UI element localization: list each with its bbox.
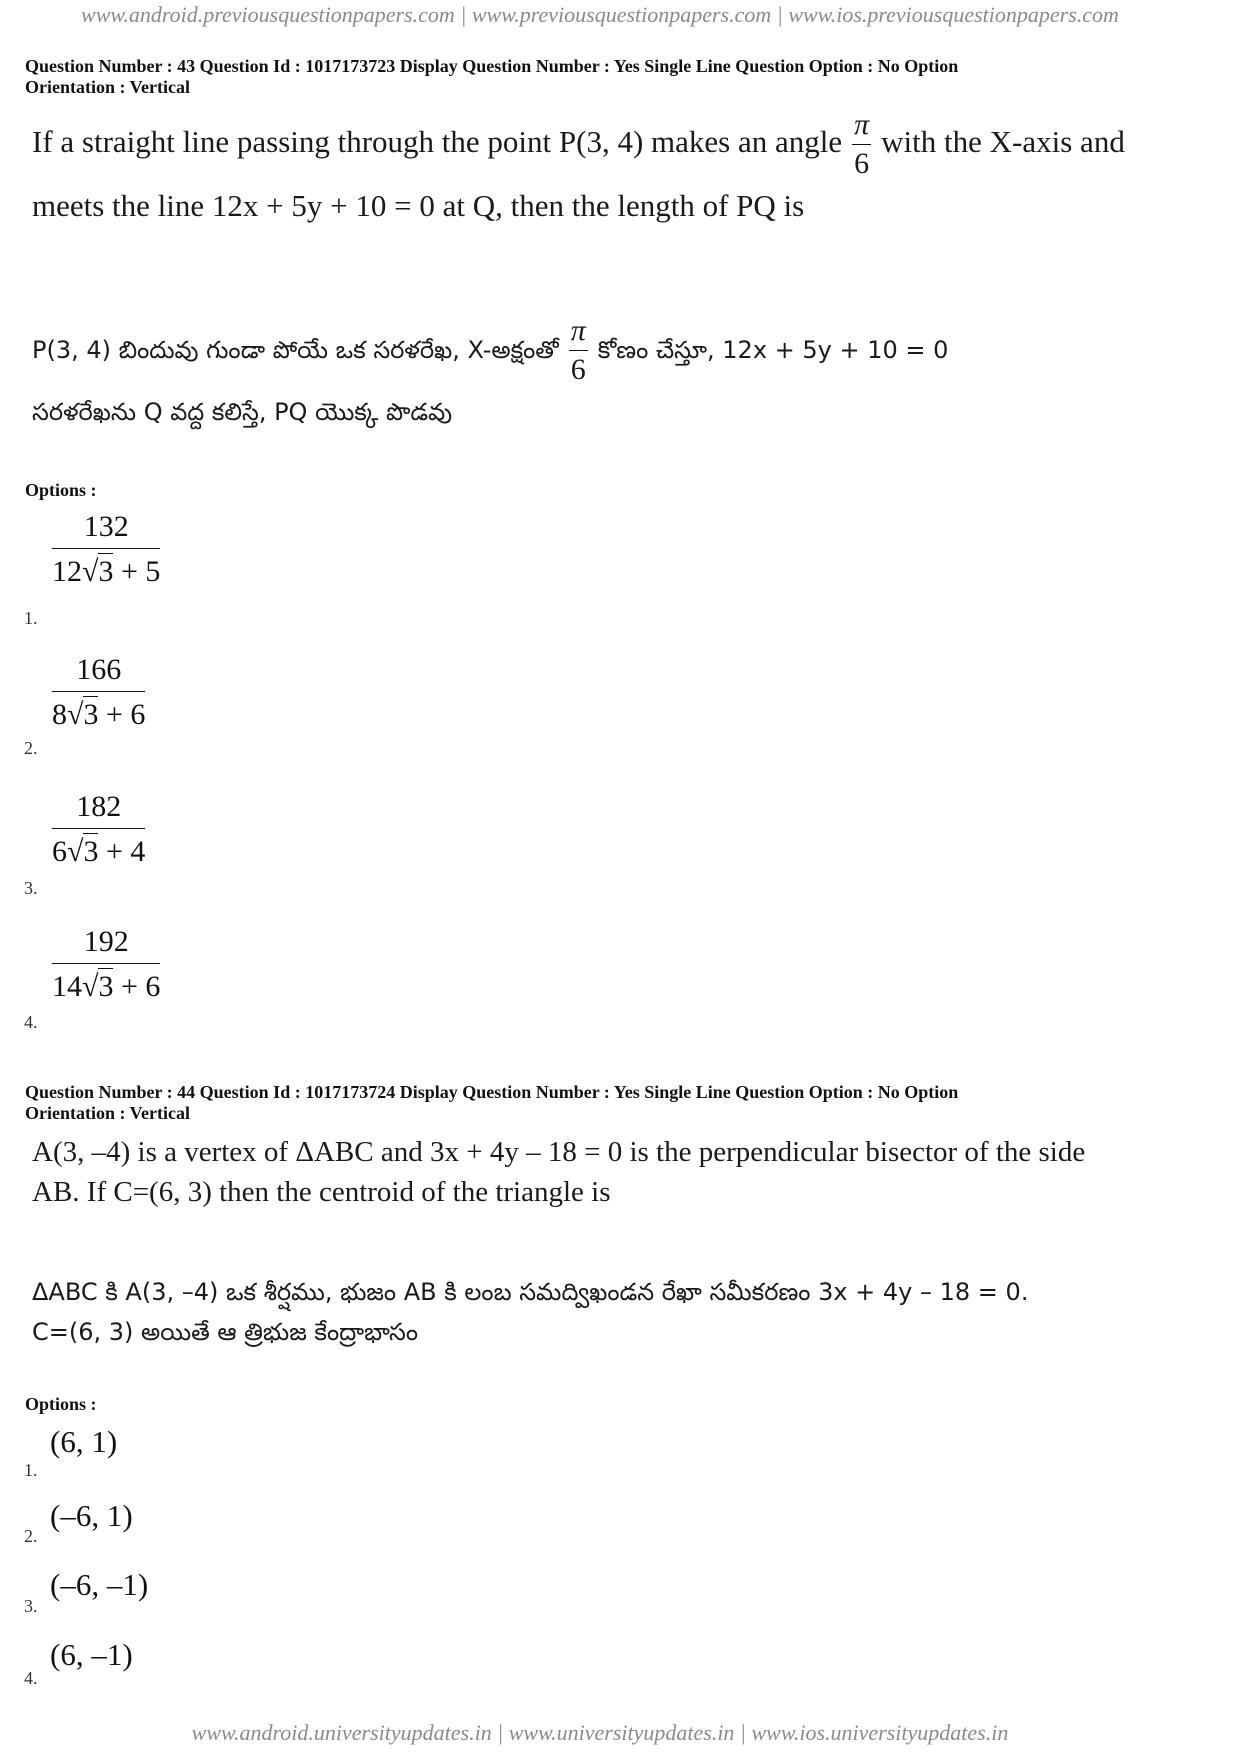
- q44-te-line1: ΔABC కి A(3, –4) ఒక శీర్షము, భుజం AB కి లంబ సమద్విఖండన రేఖా సమీకరణం 3x + 4y – 18 = 0.: [32, 1278, 1029, 1306]
- q43-angle-fraction: [852, 110, 871, 179]
- watermark-top: www.android.previousquestionpapers.com | www.previousquestionpapers.com | www.ios.previousquestionpapers.com: [81, 2, 1119, 27]
- q43-te-angle-num: π: [569, 316, 588, 351]
- q43-option-1-expression: [52, 512, 160, 587]
- q43-option-2-numerator: 166: [52, 655, 145, 692]
- q44-option-4-number: 4.: [24, 1668, 38, 1688]
- q44-options-label: Options :: [25, 1394, 97, 1414]
- q43-option-1-denominator: 12√3 + 5: [52, 555, 161, 588]
- q43-meta-line2: Orientation : Vertical: [25, 77, 190, 97]
- q43-option-3-denominator: 6√3 + 4: [52, 835, 146, 868]
- q43-option-4-expression: [52, 927, 160, 1002]
- q44-option-3-text: (–6, –1): [50, 1567, 149, 1602]
- q43-option-3-numerator: 182: [52, 792, 145, 829]
- q44-option-2-number: 2.: [24, 1526, 38, 1546]
- q43-meta-line1: Question Number : 43 Question Id : 1017173723 Display Question Number : Yes Single Line Question Option : No Option: [25, 56, 959, 76]
- q44-meta-line2: Orientation : Vertical: [25, 1103, 190, 1123]
- q44-question-telugu: [32, 1272, 1212, 1352]
- q44-option-1-number: 1.: [24, 1460, 38, 1480]
- q44-meta-line1: Question Number : 44 Question Id : 1017173724 Display Question Number : Yes Single Line Question Option : No Option: [25, 1082, 959, 1102]
- q43-option-4-denominator: 14√3 + 6: [52, 970, 161, 1003]
- q43-te-line2: సరళరేఖను Q వద్ద కలిస్తే, PQ యొక్క పొడవు: [32, 398, 453, 426]
- watermark-bottom: www.android.universityupdates.in | www.universityupdates.in | www.ios.universityupdates.in: [191, 1720, 1009, 1745]
- q43-en-part1: If a straight line passing through the point P(3, 4) makes an angle: [32, 124, 843, 159]
- q43-en-line2: meets the line 12x + 5y + 10 = 0 at Q, then the length of PQ is: [32, 188, 805, 223]
- q44-meta: [25, 1082, 1215, 1124]
- q43-option-3-expression: [52, 792, 145, 867]
- q44-option-1-text: (6, 1): [50, 1424, 118, 1459]
- q43-option-2-expression: [52, 655, 145, 730]
- q44-option-2-text: (–6, 1): [50, 1498, 133, 1533]
- q43-question-english: [32, 110, 1212, 238]
- q43-te-angle-den: 6: [570, 353, 586, 387]
- q43-option-1-numerator: 132: [52, 512, 160, 549]
- q43-en-part2: with the X-axis and: [881, 124, 1125, 159]
- q44-option-3-number: 3.: [24, 1596, 38, 1616]
- q44-en-line2: AB. If C=(6, 3) then the centroid of the triangle is: [32, 1176, 611, 1208]
- q43-te-part2: కోణం చేస్తూ, 12x + 5y + 10 = 0: [597, 336, 949, 364]
- q43-option-2-number: 2.: [24, 738, 38, 758]
- q43-te-angle-fraction: [569, 316, 588, 385]
- q44-en-line1: A(3, –4) is a vertex of ΔABC and 3x + 4y – 18 = 0 is the perpendicular bisector of the side: [32, 1136, 1086, 1168]
- q43-te-part1: P(3, 4) బిందువు గుండా పోయే ఒక సరళరేఖ, X-అక్షంతో: [32, 336, 559, 364]
- q43-option-3-number: 3.: [24, 878, 38, 898]
- q43-option-4-number: 4.: [24, 1012, 38, 1032]
- q43-options-label: Options :: [25, 480, 97, 500]
- q43-option-2-denominator: 8√3 + 6: [52, 698, 146, 731]
- q43-option-1-number: 1.: [24, 608, 38, 628]
- q43-angle-den: 6: [854, 147, 870, 181]
- q43-option-4-numerator: 192: [52, 927, 160, 964]
- q43-question-telugu: [32, 316, 1212, 444]
- q44-question-english: [32, 1132, 1212, 1212]
- q44-option-4-text: (6, –1): [50, 1637, 133, 1672]
- q44-te-line2: C=(6, 3) అయితే ఆ త్రిభుజ కేంద్రాభాసం: [32, 1318, 419, 1346]
- q43-meta: [25, 56, 1215, 98]
- q43-angle-num: π: [852, 110, 871, 145]
